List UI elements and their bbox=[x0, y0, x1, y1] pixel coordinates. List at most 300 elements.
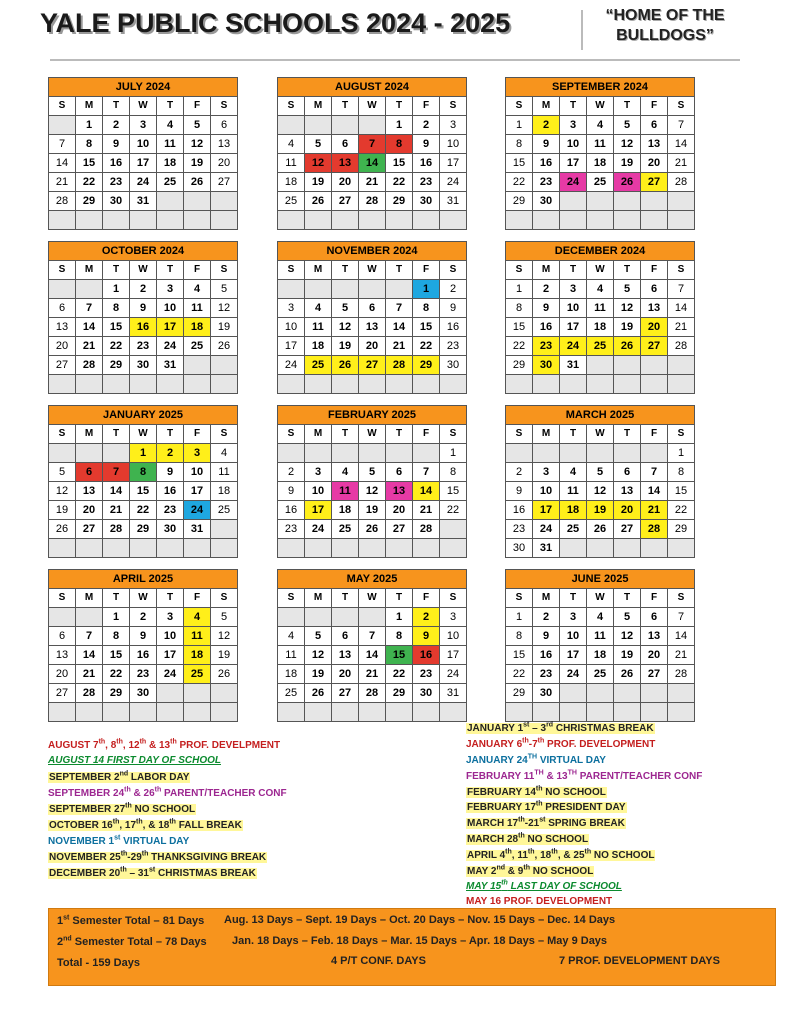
day-cell: 2 bbox=[413, 608, 440, 627]
day-cell: 3 bbox=[278, 299, 305, 318]
empty-cell bbox=[211, 211, 238, 230]
weekday-header: W bbox=[587, 97, 614, 116]
day-cell: 20 bbox=[641, 646, 668, 665]
day-cell: 29 bbox=[103, 684, 130, 703]
empty-cell bbox=[359, 280, 386, 299]
header-rule bbox=[50, 59, 740, 61]
empty-cell bbox=[506, 703, 533, 722]
day-cell: 9 bbox=[157, 463, 184, 482]
month-title: JUNE 2025 bbox=[505, 569, 695, 588]
day-cell: 31 bbox=[130, 192, 157, 211]
day-cell: 8 bbox=[386, 135, 413, 154]
empty-cell bbox=[76, 444, 103, 463]
empty-cell bbox=[587, 684, 614, 703]
day-cell: 18 bbox=[278, 665, 305, 684]
day-cell: 26 bbox=[49, 520, 76, 539]
empty-cell bbox=[560, 211, 587, 230]
day-cell: 4 bbox=[560, 463, 587, 482]
empty-cell bbox=[413, 375, 440, 394]
day-cell: 12 bbox=[305, 646, 332, 665]
weekday-header: S bbox=[440, 425, 467, 444]
day-cell: 18 bbox=[305, 337, 332, 356]
month-calendar bbox=[277, 405, 467, 558]
total-days: Total - 159 Days bbox=[57, 957, 140, 969]
day-cell: 29 bbox=[506, 192, 533, 211]
weekday-header: M bbox=[305, 97, 332, 116]
empty-cell bbox=[386, 211, 413, 230]
day-cell: 18 bbox=[560, 501, 587, 520]
empty-cell bbox=[359, 539, 386, 558]
month-title: SEPTEMBER 2024 bbox=[505, 77, 695, 96]
month-title: MAY 2025 bbox=[277, 569, 467, 588]
weekday-header: T bbox=[332, 425, 359, 444]
empty-cell bbox=[533, 211, 560, 230]
day-cell: 9 bbox=[103, 135, 130, 154]
empty-cell bbox=[440, 375, 467, 394]
empty-cell bbox=[413, 539, 440, 558]
day-cell: 14 bbox=[668, 299, 695, 318]
empty-cell bbox=[560, 684, 587, 703]
day-cell: 25 bbox=[587, 173, 614, 192]
day-cell: 13 bbox=[641, 135, 668, 154]
weekday-header: T bbox=[560, 425, 587, 444]
day-cell: 18 bbox=[211, 482, 238, 501]
empty-cell bbox=[332, 539, 359, 558]
empty-cell bbox=[278, 703, 305, 722]
calendar-note: JANUARY 1st – 3rd CHRISTMAS BREAK bbox=[467, 722, 654, 735]
day-cell: 26 bbox=[614, 665, 641, 684]
page-title: YALE PUBLIC SCHOOLS 2024 - 2025 bbox=[40, 8, 511, 38]
day-cell: 1 bbox=[103, 280, 130, 299]
day-cell: 21 bbox=[103, 501, 130, 520]
empty-cell bbox=[103, 703, 130, 722]
empty-cell bbox=[386, 280, 413, 299]
day-cell: 14 bbox=[413, 482, 440, 501]
day-cell: 22 bbox=[386, 173, 413, 192]
day-cell: 11 bbox=[211, 463, 238, 482]
empty-cell bbox=[332, 375, 359, 394]
day-cell: 1 bbox=[386, 116, 413, 135]
day-cell: 10 bbox=[533, 482, 560, 501]
empty-cell bbox=[587, 444, 614, 463]
weekday-header: S bbox=[49, 589, 76, 608]
weekday-header: M bbox=[305, 589, 332, 608]
day-cell: 19 bbox=[614, 646, 641, 665]
day-cell: 28 bbox=[76, 684, 103, 703]
weekday-header: F bbox=[641, 97, 668, 116]
day-cell: 9 bbox=[506, 482, 533, 501]
weekday-header: S bbox=[278, 589, 305, 608]
day-cell: 4 bbox=[587, 116, 614, 135]
empty-cell bbox=[332, 608, 359, 627]
day-cell: 17 bbox=[533, 501, 560, 520]
day-cell: 11 bbox=[184, 299, 211, 318]
empty-cell bbox=[587, 192, 614, 211]
day-cell: 15 bbox=[103, 318, 130, 337]
month-title: JANUARY 2025 bbox=[48, 405, 238, 424]
day-cell: 16 bbox=[533, 154, 560, 173]
day-cell: 4 bbox=[278, 135, 305, 154]
weekday-header: T bbox=[332, 261, 359, 280]
empty-cell bbox=[278, 116, 305, 135]
day-cell: 26 bbox=[211, 337, 238, 356]
day-cell: 9 bbox=[533, 135, 560, 154]
day-cell: 18 bbox=[587, 154, 614, 173]
day-cell: 1 bbox=[440, 444, 467, 463]
day-cell: 24 bbox=[278, 356, 305, 375]
day-cell: 7 bbox=[386, 299, 413, 318]
day-cell: 8 bbox=[76, 135, 103, 154]
empty-cell bbox=[211, 375, 238, 394]
empty-cell bbox=[130, 539, 157, 558]
day-cell: 30 bbox=[130, 684, 157, 703]
day-cell: 28 bbox=[668, 665, 695, 684]
day-cell: 18 bbox=[184, 646, 211, 665]
calendar-note: NOVEMBER 1st VIRTUAL DAY bbox=[48, 835, 190, 848]
day-cell: 24 bbox=[157, 337, 184, 356]
day-cell: 6 bbox=[641, 280, 668, 299]
empty-cell bbox=[614, 703, 641, 722]
weekday-header: F bbox=[413, 261, 440, 280]
day-cell: 14 bbox=[103, 482, 130, 501]
weekday-header: T bbox=[386, 97, 413, 116]
calendar-note: SEPTEMBER 27th NO SCHOOL bbox=[49, 803, 196, 816]
empty-cell bbox=[668, 539, 695, 558]
empty-cell bbox=[305, 211, 332, 230]
day-cell: 23 bbox=[413, 665, 440, 684]
weekday-header: T bbox=[386, 425, 413, 444]
weekday-header: M bbox=[305, 261, 332, 280]
month-grid bbox=[277, 96, 467, 230]
day-cell: 5 bbox=[614, 608, 641, 627]
day-cell: 9 bbox=[533, 299, 560, 318]
summary-box bbox=[48, 908, 776, 986]
day-cell: 22 bbox=[506, 665, 533, 684]
semester-1-total: 1st Semester Total – 81 Days bbox=[57, 914, 205, 927]
empty-cell bbox=[440, 211, 467, 230]
day-cell: 16 bbox=[103, 154, 130, 173]
day-cell: 2 bbox=[533, 280, 560, 299]
day-cell: 5 bbox=[359, 463, 386, 482]
day-cell: 3 bbox=[305, 463, 332, 482]
day-cell: 22 bbox=[130, 501, 157, 520]
weekday-header: W bbox=[359, 97, 386, 116]
day-cell: 4 bbox=[587, 280, 614, 299]
empty-cell bbox=[641, 444, 668, 463]
empty-cell bbox=[506, 444, 533, 463]
day-cell: 13 bbox=[49, 318, 76, 337]
day-cell: 18 bbox=[587, 646, 614, 665]
day-cell: 13 bbox=[211, 135, 238, 154]
month-calendar bbox=[48, 241, 238, 394]
day-cell: 30 bbox=[413, 192, 440, 211]
day-cell: 10 bbox=[560, 299, 587, 318]
day-cell: 12 bbox=[359, 482, 386, 501]
day-cell: 22 bbox=[506, 173, 533, 192]
calendar-note: NOVEMBER 25th-29th THANKSGIVING BREAK bbox=[49, 851, 267, 864]
day-cell: 27 bbox=[641, 173, 668, 192]
day-cell: 13 bbox=[332, 646, 359, 665]
day-cell: 10 bbox=[305, 482, 332, 501]
day-cell: 15 bbox=[668, 482, 695, 501]
day-cell: 7 bbox=[668, 608, 695, 627]
weekday-header: T bbox=[103, 425, 130, 444]
empty-cell bbox=[157, 375, 184, 394]
day-cell: 2 bbox=[157, 444, 184, 463]
weekday-header: W bbox=[587, 589, 614, 608]
month-calendar bbox=[505, 77, 695, 230]
day-cell: 5 bbox=[587, 463, 614, 482]
calendar-note: AUGUST 7th, 8th, 12th & 13th PROF. DEVELPMENT bbox=[48, 739, 281, 752]
weekday-header: T bbox=[103, 589, 130, 608]
day-cell: 23 bbox=[103, 173, 130, 192]
day-cell: 23 bbox=[506, 520, 533, 539]
day-cell: 23 bbox=[278, 520, 305, 539]
day-cell: 13 bbox=[359, 318, 386, 337]
empty-cell bbox=[386, 375, 413, 394]
month-grid bbox=[277, 424, 467, 558]
day-cell: 4 bbox=[305, 299, 332, 318]
empty-cell bbox=[641, 539, 668, 558]
empty-cell bbox=[332, 211, 359, 230]
day-cell: 6 bbox=[49, 299, 76, 318]
weekday-header: T bbox=[157, 589, 184, 608]
day-cell: 22 bbox=[413, 337, 440, 356]
day-cell: 27 bbox=[359, 356, 386, 375]
day-cell: 21 bbox=[668, 318, 695, 337]
day-cell: 15 bbox=[506, 318, 533, 337]
day-cell: 28 bbox=[76, 356, 103, 375]
day-cell: 2 bbox=[506, 463, 533, 482]
day-cell: 6 bbox=[76, 463, 103, 482]
weekday-header: T bbox=[386, 589, 413, 608]
day-cell: 19 bbox=[211, 318, 238, 337]
day-cell: 14 bbox=[386, 318, 413, 337]
weekday-header: M bbox=[533, 589, 560, 608]
day-cell: 12 bbox=[587, 482, 614, 501]
weekday-header: S bbox=[506, 261, 533, 280]
weekday-header: S bbox=[668, 425, 695, 444]
day-cell: 27 bbox=[614, 520, 641, 539]
day-cell: 13 bbox=[614, 482, 641, 501]
day-cell: 13 bbox=[641, 299, 668, 318]
empty-cell bbox=[587, 539, 614, 558]
day-cell: 6 bbox=[641, 116, 668, 135]
day-cell: 11 bbox=[587, 627, 614, 646]
day-cell: 25 bbox=[278, 192, 305, 211]
day-cell: 10 bbox=[157, 627, 184, 646]
day-cell: 13 bbox=[76, 482, 103, 501]
empty-cell bbox=[130, 211, 157, 230]
day-cell: 10 bbox=[440, 627, 467, 646]
day-cell: 27 bbox=[386, 520, 413, 539]
day-cell: 15 bbox=[506, 154, 533, 173]
day-cell: 11 bbox=[305, 318, 332, 337]
empty-cell bbox=[668, 375, 695, 394]
weekday-header: S bbox=[278, 97, 305, 116]
day-cell: 3 bbox=[560, 116, 587, 135]
day-cell: 19 bbox=[305, 665, 332, 684]
month-title: MARCH 2025 bbox=[505, 405, 695, 424]
day-cell: 6 bbox=[49, 627, 76, 646]
month-calendar bbox=[277, 241, 467, 394]
day-cell: 6 bbox=[211, 116, 238, 135]
empty-cell bbox=[440, 520, 467, 539]
day-cell: 4 bbox=[278, 627, 305, 646]
weekday-header: F bbox=[184, 425, 211, 444]
day-cell: 17 bbox=[157, 318, 184, 337]
weekday-header: F bbox=[184, 261, 211, 280]
day-cell: 28 bbox=[413, 520, 440, 539]
day-cell: 17 bbox=[157, 646, 184, 665]
header-divider bbox=[581, 10, 583, 50]
month-calendar bbox=[48, 569, 238, 722]
weekday-header: F bbox=[641, 589, 668, 608]
day-cell: 19 bbox=[359, 501, 386, 520]
weekday-header: S bbox=[506, 425, 533, 444]
weekday-header: W bbox=[130, 589, 157, 608]
weekday-header: F bbox=[641, 425, 668, 444]
empty-cell bbox=[614, 192, 641, 211]
day-cell: 16 bbox=[533, 318, 560, 337]
day-cell: 17 bbox=[305, 501, 332, 520]
calendar-note: AUGUST 14 FIRST DAY OF SCHOOL bbox=[48, 755, 221, 766]
day-cell: 25 bbox=[211, 501, 238, 520]
empty-cell bbox=[278, 539, 305, 558]
day-cell: 20 bbox=[614, 501, 641, 520]
empty-cell bbox=[211, 539, 238, 558]
calendar-note: SEPTEMBER 2nd LABOR DAY bbox=[49, 771, 190, 784]
day-cell: 8 bbox=[506, 627, 533, 646]
empty-cell bbox=[103, 444, 130, 463]
day-cell: 30 bbox=[157, 520, 184, 539]
weekday-header: W bbox=[359, 589, 386, 608]
day-cell: 29 bbox=[103, 356, 130, 375]
day-cell: 27 bbox=[332, 192, 359, 211]
day-cell: 21 bbox=[386, 337, 413, 356]
day-cell: 18 bbox=[278, 173, 305, 192]
day-cell: 16 bbox=[130, 646, 157, 665]
day-cell: 17 bbox=[440, 154, 467, 173]
day-cell: 26 bbox=[184, 173, 211, 192]
day-cell: 7 bbox=[359, 627, 386, 646]
month-grid bbox=[48, 96, 238, 230]
month-grid bbox=[48, 260, 238, 394]
day-cell: 1 bbox=[413, 280, 440, 299]
empty-cell bbox=[359, 116, 386, 135]
weekday-header: F bbox=[184, 97, 211, 116]
weekday-header: S bbox=[506, 97, 533, 116]
day-cell: 29 bbox=[386, 192, 413, 211]
day-cell: 28 bbox=[49, 192, 76, 211]
day-cell: 23 bbox=[440, 337, 467, 356]
day-cell: 24 bbox=[184, 501, 211, 520]
day-cell: 2 bbox=[130, 608, 157, 627]
empty-cell bbox=[305, 539, 332, 558]
day-cell: 10 bbox=[278, 318, 305, 337]
day-cell: 17 bbox=[560, 646, 587, 665]
day-cell: 25 bbox=[332, 520, 359, 539]
day-cell: 25 bbox=[278, 684, 305, 703]
tagline-line-1: “HOME OF THE bbox=[605, 7, 725, 24]
day-cell: 24 bbox=[560, 337, 587, 356]
day-cell: 29 bbox=[668, 520, 695, 539]
day-cell: 1 bbox=[386, 608, 413, 627]
day-cell: 8 bbox=[386, 627, 413, 646]
day-cell: 14 bbox=[668, 627, 695, 646]
weekday-header: T bbox=[614, 589, 641, 608]
empty-cell bbox=[49, 280, 76, 299]
day-cell: 27 bbox=[76, 520, 103, 539]
day-cell: 1 bbox=[76, 116, 103, 135]
day-cell: 9 bbox=[413, 135, 440, 154]
day-cell: 26 bbox=[614, 337, 641, 356]
empty-cell bbox=[76, 375, 103, 394]
day-cell: 25 bbox=[305, 356, 332, 375]
day-cell: 30 bbox=[533, 192, 560, 211]
day-cell: 28 bbox=[668, 337, 695, 356]
day-cell: 25 bbox=[184, 665, 211, 684]
day-cell: 8 bbox=[413, 299, 440, 318]
empty-cell bbox=[614, 211, 641, 230]
weekday-header: F bbox=[413, 425, 440, 444]
month-calendar bbox=[48, 405, 238, 558]
empty-cell bbox=[211, 520, 238, 539]
day-cell: 20 bbox=[332, 665, 359, 684]
empty-cell bbox=[332, 444, 359, 463]
weekday-header: T bbox=[157, 97, 184, 116]
day-cell: 7 bbox=[641, 463, 668, 482]
day-cell: 3 bbox=[440, 608, 467, 627]
month-calendar bbox=[48, 77, 238, 230]
day-cell: 6 bbox=[332, 627, 359, 646]
calendar-note: MARCH 17th-21st SPRING BREAK bbox=[467, 816, 625, 830]
day-cell: 25 bbox=[157, 173, 184, 192]
empty-cell bbox=[157, 211, 184, 230]
day-cell: 25 bbox=[560, 520, 587, 539]
month-grid bbox=[505, 588, 695, 722]
day-cell: 9 bbox=[278, 482, 305, 501]
weekday-header: W bbox=[359, 425, 386, 444]
weekday-header: T bbox=[560, 97, 587, 116]
day-cell: 23 bbox=[413, 173, 440, 192]
empty-cell bbox=[641, 192, 668, 211]
weekday-header: W bbox=[130, 261, 157, 280]
day-cell: 16 bbox=[506, 501, 533, 520]
empty-cell bbox=[641, 684, 668, 703]
weekday-header: S bbox=[278, 425, 305, 444]
day-cell: 15 bbox=[76, 154, 103, 173]
day-cell: 17 bbox=[184, 482, 211, 501]
month-grid bbox=[277, 588, 467, 722]
day-cell: 13 bbox=[641, 627, 668, 646]
day-cell: 28 bbox=[359, 684, 386, 703]
day-cell: 19 bbox=[614, 318, 641, 337]
day-cell: 13 bbox=[386, 482, 413, 501]
day-cell: 24 bbox=[130, 173, 157, 192]
calendar-note: MAY 15th LAST DAY OF SCHOOL bbox=[466, 880, 622, 893]
empty-cell bbox=[533, 703, 560, 722]
weekday-header: S bbox=[440, 97, 467, 116]
empty-cell bbox=[641, 703, 668, 722]
month-title: DECEMBER 2024 bbox=[505, 241, 695, 260]
day-cell: 13 bbox=[332, 154, 359, 173]
empty-cell bbox=[533, 444, 560, 463]
empty-cell bbox=[359, 444, 386, 463]
weekday-header: S bbox=[668, 261, 695, 280]
day-cell: 23 bbox=[130, 337, 157, 356]
empty-cell bbox=[49, 703, 76, 722]
